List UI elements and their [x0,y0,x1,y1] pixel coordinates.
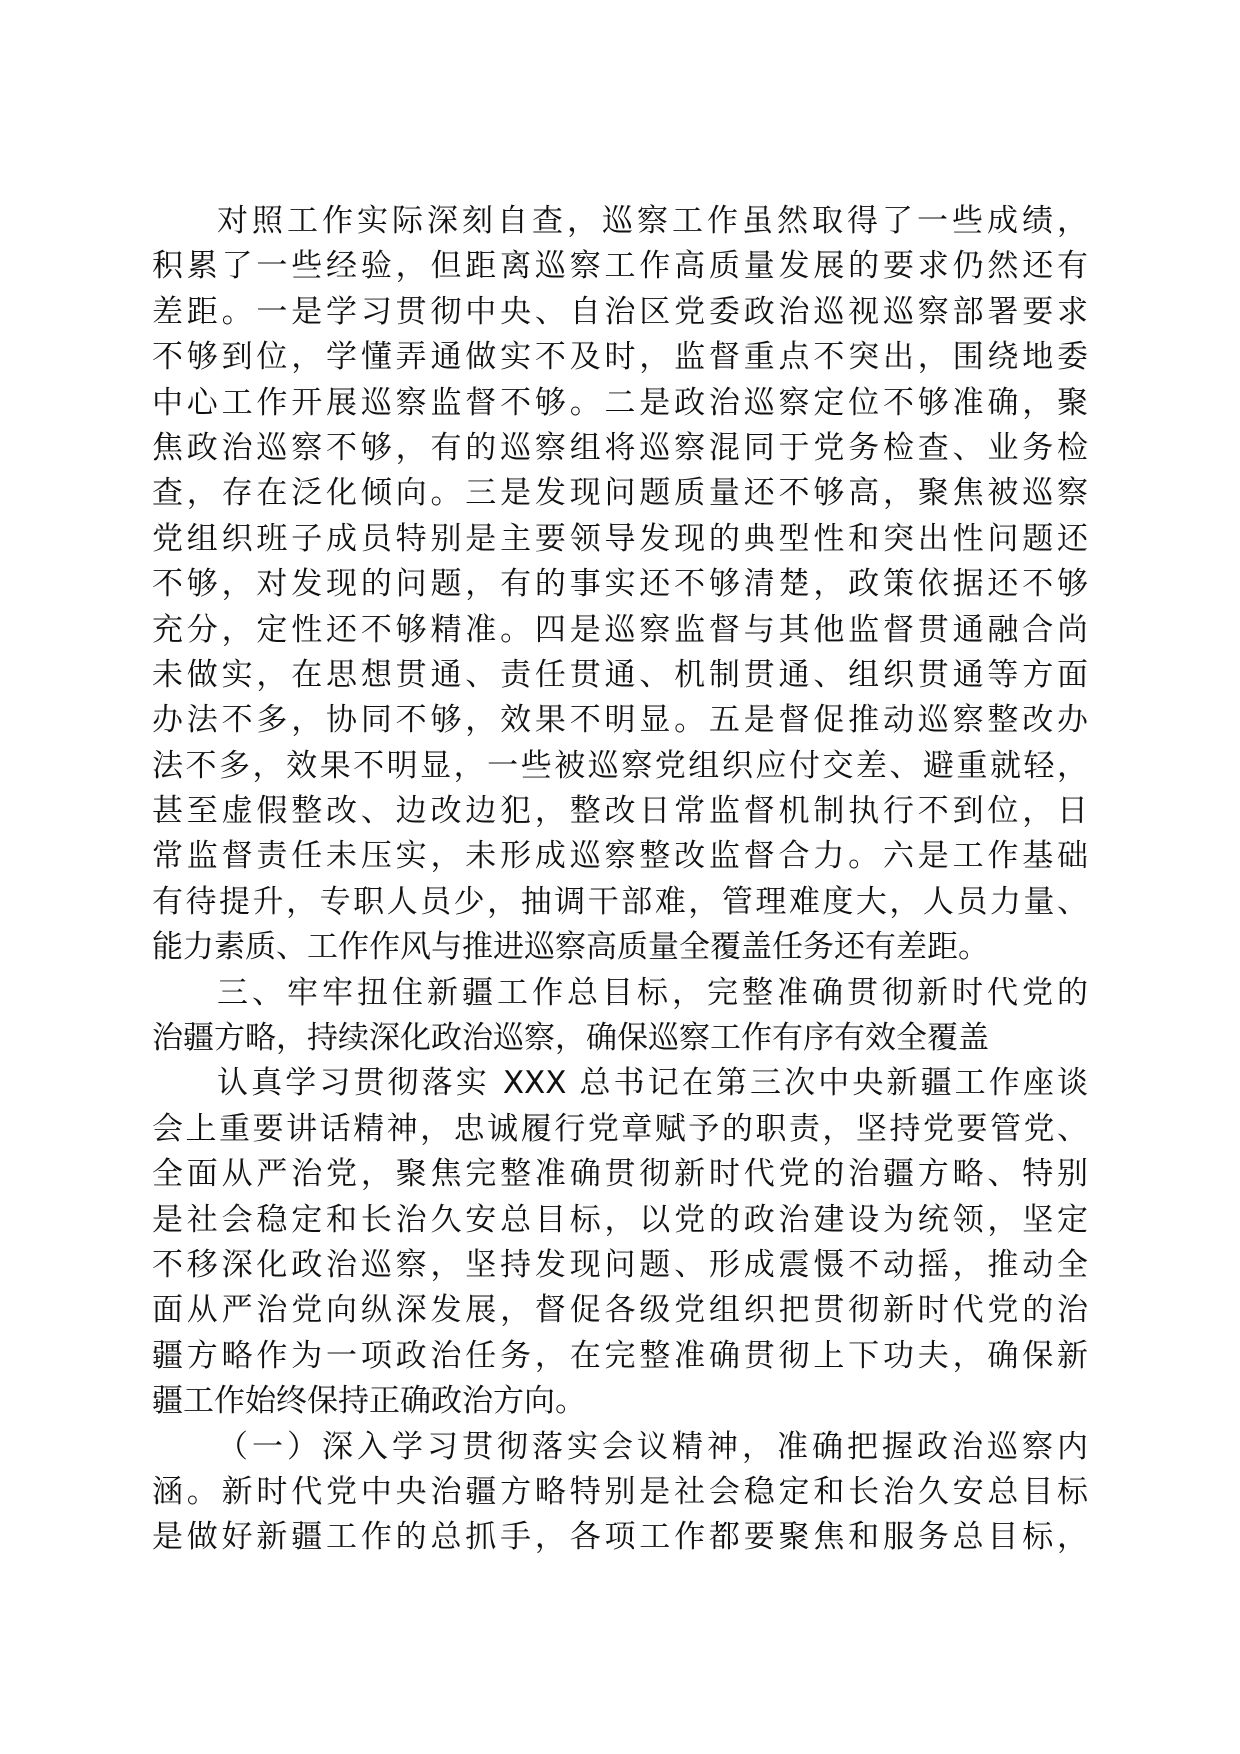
text-line: 不移深化政治巡察，坚持发现问题、形成震慑不动摇，推动全 [152,1246,1088,1283]
text-line: 是社会稳定和长治久安总目标，以党的政治建设为统领，坚定 [152,1201,1088,1238]
text-line: 法不多，效果不明显，一些被巡察党组织应付交差、避重就轻， [152,747,1088,784]
text-line: 是做好新疆工作的总抓手，各项工作都要聚焦和服务总目标， [152,1519,1088,1556]
text-line: 办法不多，协同不够，效果不明显。五是督促推动巡察整改办 [152,702,1088,739]
text-line: 充分，定性还不够精准。四是巡察监督与其他监督贯通融合尚 [152,611,1088,648]
text-line: 不够，对发现的问题，有的事实还不够清楚，政策依据还不够 [152,566,1088,603]
subsection-line: （一）深入学习贯彻落实会议精神，准确把握政治巡察内 [217,1428,1088,1465]
text-line: 查，存在泛化倾向。三是发现问题质量还不够高，聚焦被巡察 [152,475,1088,512]
text-line: 不够到位，学懂弄通做实不及时，监督重点不突出，围绕地委 [152,339,1088,376]
text-line: 认真学习贯彻落实 XXX 总书记在第三次中央新疆工作座谈 [217,1065,1088,1102]
text-line: 面从严治党向纵深发展，督促各级党组织把贯彻新时代党的治 [152,1292,1088,1329]
text-line: 甚至虚假整改、边改边犯，整改日常监督机制执行不到位，日 [152,793,1088,830]
text-line: 积累了一些经验，但距离巡察工作高质量发展的要求仍然还有 [152,248,1088,285]
text-line: 党组织班子成员特别是主要领导发现的典型性和突出性问题还 [152,520,1088,557]
document-body [152,199,1088,1561]
text-line: 对照工作实际深刻自查，巡察工作虽然取得了一些成绩， [217,203,1088,239]
text-line: 未做实，在思想贯通、责任贯通、机制贯通、组织贯通等方面 [152,656,1088,693]
text-line: 疆方略作为一项政治任务，在完整准确贯彻上下功夫，确保新 [152,1337,1088,1374]
text-line: 会上重要讲话精神，忠诚履行党章赋予的职责，坚持党要管党、 [152,1110,1088,1147]
text-line: 能力素质、工作作风与推进巡察高质量全覆盖任务还有差距。 [152,929,989,966]
text-line: 有待提升，专职人员少，抽调干部难，管理难度大，人员力量、 [152,883,1088,920]
text-line: 差距。一是学习贯彻中央、自治区党委政治巡视巡察部署要求 [152,293,1088,330]
text-line: 全面从严治党，聚焦完整准确贯彻新时代党的治疆方略、特别 [152,1156,1088,1193]
section-heading-line: 三、牢牢扭住新疆工作总目标，完整准确贯彻新时代党的 [217,974,1088,1011]
text-line: 焦政治巡察不够，有的巡察组将巡察混同于党务检查、业务检 [152,429,1088,466]
text-line: 中心工作开展巡察监督不够。二是政治巡察定位不够准确，聚 [152,384,1088,421]
section-heading-line: 治疆方略，持续深化政治巡察，确保巡察工作有序有效全覆盖 [152,1020,989,1057]
text-line: 涵。新时代党中央治疆方略特别是社会稳定和长治久安总目标 [152,1473,1088,1510]
text-line: 疆工作始终保持正确政治方向。 [152,1383,586,1420]
text-line: 常监督责任未压实，未形成巡察整改监督合力。六是工作基础 [152,838,1088,875]
